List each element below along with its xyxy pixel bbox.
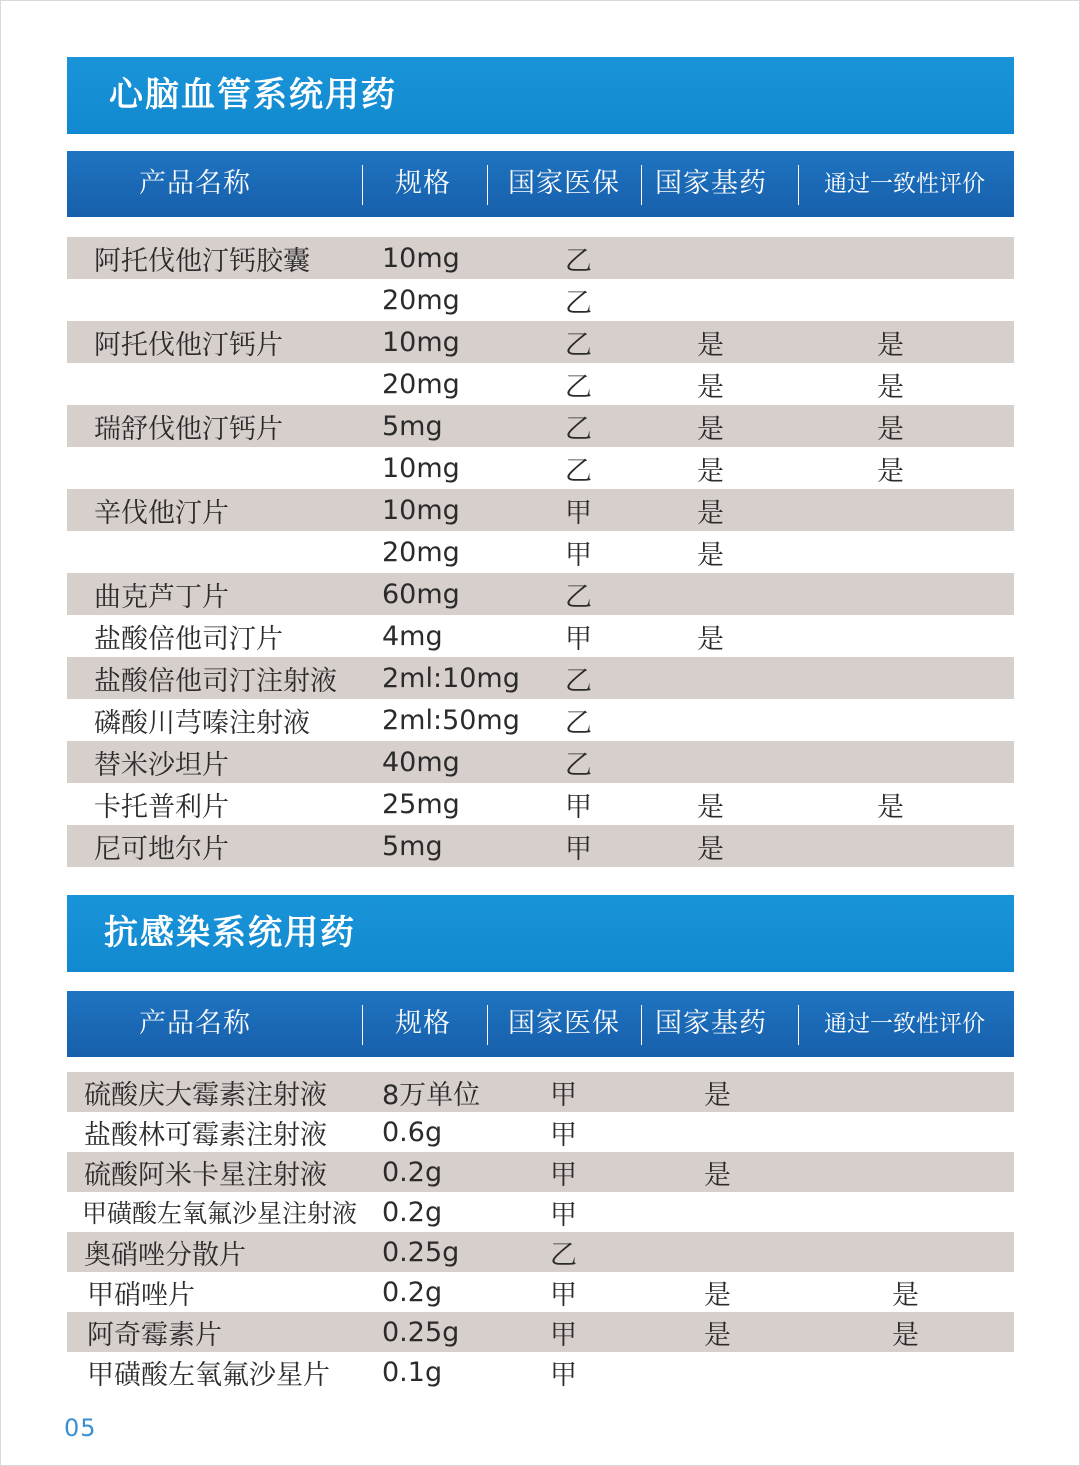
header-product-name: 产品名称	[139, 168, 251, 199]
product-name: 硫酸庆大霉素注射液	[84, 1079, 327, 1111]
table-row	[67, 1232, 1014, 1272]
table-row	[67, 1112, 1014, 1152]
header-product-name: 产品名称	[139, 1008, 251, 1039]
insurance-class: 甲	[550, 1319, 577, 1351]
spec: 20mg	[382, 368, 460, 400]
header-divider	[362, 165, 363, 205]
insurance-class: 乙	[565, 287, 592, 319]
spec: 10mg	[382, 326, 460, 358]
header-essential-drug: 国家基药	[655, 1008, 767, 1039]
insurance-class: 甲	[565, 833, 592, 865]
product-name: 奥硝唑分散片	[84, 1239, 246, 1271]
header-spec: 规格	[395, 1008, 451, 1039]
consistency-evaluation: 是	[877, 455, 904, 487]
table-row	[67, 489, 1014, 531]
insurance-class: 甲	[550, 1359, 577, 1391]
page-number: 05	[64, 1414, 97, 1442]
consistency-evaluation: 是	[892, 1319, 919, 1351]
spec: 0.2g	[382, 1156, 443, 1188]
insurance-class: 甲	[565, 791, 592, 823]
header-essential-drug: 国家基药	[655, 168, 767, 199]
table-row	[67, 657, 1014, 699]
header-divider	[487, 1005, 488, 1045]
table-row	[67, 615, 1014, 657]
header-consistency-evaluation: 通过一致性评价	[824, 1011, 985, 1037]
table-row	[67, 1272, 1014, 1312]
table-row	[67, 741, 1014, 783]
drug-table-anti-infective	[67, 1072, 1014, 1392]
spec: 0.25g	[382, 1236, 460, 1268]
header-divider	[798, 1005, 799, 1045]
table-row	[67, 447, 1014, 489]
product-name: 甲磺酸左氧氟沙星注射液	[82, 1199, 358, 1228]
header-national-insurance: 国家医保	[508, 1008, 620, 1039]
table-row	[67, 279, 1014, 321]
section-banner-cardio	[67, 57, 1014, 134]
essential-drug: 是	[697, 371, 724, 403]
insurance-class: 甲	[565, 623, 592, 655]
header-spec: 规格	[395, 168, 451, 199]
spec: 60mg	[382, 578, 460, 610]
essential-drug: 是	[704, 1319, 731, 1351]
spec: 10mg	[382, 452, 460, 484]
product-name: 卡托普利片	[94, 791, 229, 823]
spec: 5mg	[382, 830, 443, 862]
table-header-cardio	[67, 151, 1014, 217]
table-row	[67, 321, 1014, 363]
essential-drug: 是	[697, 497, 724, 529]
product-name: 尼可地尔片	[94, 833, 229, 865]
product-name: 甲硝唑片	[87, 1279, 195, 1311]
product-name: 甲磺酸左氧氟沙星片	[87, 1359, 330, 1391]
spec: 5mg	[382, 410, 443, 442]
essential-drug: 是	[697, 455, 724, 487]
insurance-class: 乙	[565, 707, 592, 739]
table-row	[67, 783, 1014, 825]
table-row	[67, 699, 1014, 741]
essential-drug: 是	[704, 1159, 731, 1191]
insurance-class: 甲	[550, 1079, 577, 1111]
insurance-class: 甲	[550, 1199, 577, 1231]
product-name: 曲克芦丁片	[94, 581, 229, 613]
consistency-evaluation: 是	[877, 371, 904, 403]
insurance-class: 甲	[550, 1279, 577, 1311]
header-consistency-evaluation: 通过一致性评价	[824, 171, 985, 197]
insurance-class: 乙	[565, 581, 592, 613]
insurance-class: 乙	[550, 1239, 577, 1271]
table-row	[67, 1072, 1014, 1112]
spec: 0.2g	[382, 1276, 443, 1308]
header-divider	[362, 1005, 363, 1045]
spec: 0.6g	[382, 1116, 443, 1148]
spec: 25mg	[382, 788, 460, 820]
essential-drug: 是	[697, 623, 724, 655]
insurance-class: 乙	[565, 665, 592, 697]
spec: 40mg	[382, 746, 460, 778]
table-row	[67, 1312, 1014, 1352]
product-name: 阿托伐他汀钙胶囊	[94, 245, 310, 277]
section-title: 心脑血管系统用药	[109, 75, 397, 115]
header-divider	[641, 1005, 642, 1045]
insurance-class: 甲	[550, 1159, 577, 1191]
spec: 10mg	[382, 242, 460, 274]
essential-drug: 是	[704, 1279, 731, 1311]
insurance-class: 乙	[565, 245, 592, 277]
drug-table-cardio	[67, 237, 1014, 867]
spec: 20mg	[382, 284, 460, 316]
insurance-class: 甲	[565, 539, 592, 571]
insurance-class: 甲	[550, 1119, 577, 1151]
table-row	[67, 405, 1014, 447]
insurance-class: 乙	[565, 749, 592, 781]
header-divider	[798, 165, 799, 205]
spec: 0.25g	[382, 1316, 460, 1348]
essential-drug: 是	[704, 1079, 731, 1111]
table-header-anti-infective	[67, 991, 1014, 1057]
consistency-evaluation: 是	[877, 413, 904, 445]
product-name: 盐酸倍他司汀片	[94, 623, 283, 655]
product-name: 替米沙坦片	[94, 749, 229, 781]
table-row	[67, 1152, 1014, 1192]
consistency-evaluation: 是	[877, 791, 904, 823]
product-name: 阿托伐他汀钙片	[94, 329, 283, 361]
insurance-class: 乙	[565, 329, 592, 361]
table-row	[67, 1352, 1014, 1392]
product-name: 盐酸林可霉素注射液	[84, 1119, 327, 1151]
consistency-evaluation: 是	[892, 1279, 919, 1311]
product-name: 磷酸川芎嗪注射液	[94, 707, 310, 739]
spec: 4mg	[382, 620, 443, 652]
spec: 2ml:10mg	[382, 662, 520, 694]
insurance-class: 乙	[565, 371, 592, 403]
header-divider	[641, 165, 642, 205]
essential-drug: 是	[697, 539, 724, 571]
spec: 0.2g	[382, 1196, 443, 1228]
spec: 0.1g	[382, 1356, 443, 1388]
spec: 10mg	[382, 494, 460, 526]
essential-drug: 是	[697, 833, 724, 865]
section-banner-anti-infective	[67, 895, 1014, 972]
table-row	[67, 363, 1014, 405]
table-row	[67, 531, 1014, 573]
section-title: 抗感染系统用药	[104, 913, 356, 953]
table-row	[67, 237, 1014, 279]
header-national-insurance: 国家医保	[508, 168, 620, 199]
insurance-class: 乙	[565, 413, 592, 445]
insurance-class: 甲	[565, 497, 592, 529]
essential-drug: 是	[697, 791, 724, 823]
product-name: 瑞舒伐他汀钙片	[94, 413, 283, 445]
spec: 2ml:50mg	[382, 704, 520, 736]
product-name: 阿奇霉素片	[87, 1319, 222, 1351]
header-divider	[487, 165, 488, 205]
product-name: 辛伐他汀片	[94, 497, 229, 529]
consistency-evaluation: 是	[877, 329, 904, 361]
spec: 8万单位	[382, 1079, 481, 1111]
essential-drug: 是	[697, 413, 724, 445]
table-row	[67, 573, 1014, 615]
product-name: 硫酸阿米卡星注射液	[84, 1159, 327, 1191]
spec: 20mg	[382, 536, 460, 568]
table-row	[67, 825, 1014, 867]
essential-drug: 是	[697, 329, 724, 361]
insurance-class: 乙	[565, 455, 592, 487]
product-name: 盐酸倍他司汀注射液	[94, 665, 337, 697]
table-row	[67, 1192, 1014, 1232]
